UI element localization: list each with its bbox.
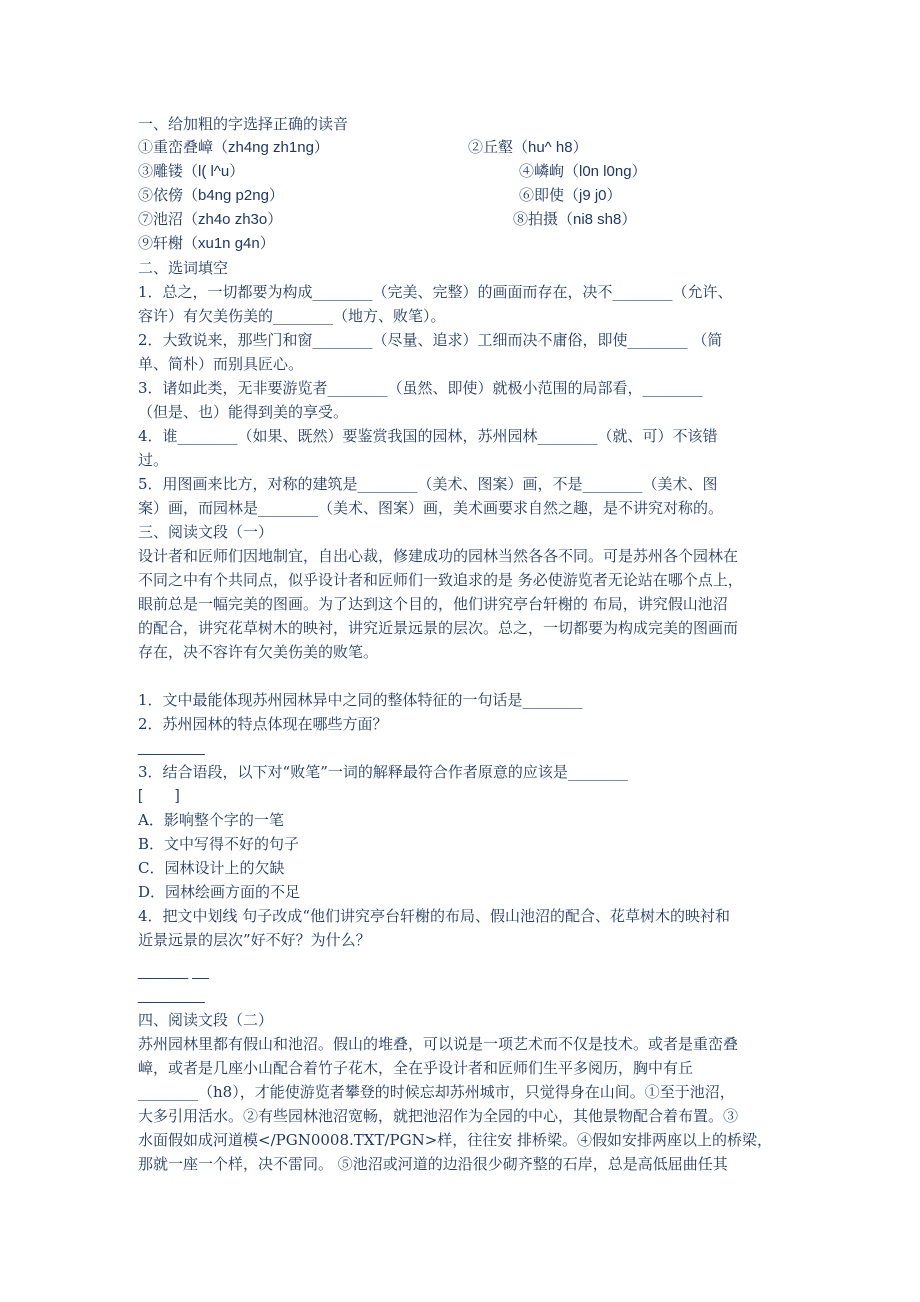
- passage-line: 水面假如成河道模</PGN0008.TXT/PGN>样，往往安 排桥梁。④假如安排两座以上的桥梁，: [138, 1131, 773, 1149]
- passage-line: 的配合，讲究花草树木的映衬，讲究近景远景的层次。总之，一切都要为构成完美的图画而: [138, 619, 739, 637]
- answer-blank: ________: [138, 739, 205, 756]
- pinyin-item: ③雕镂（l( l^u）: [138, 163, 245, 180]
- fill-blank-line: 单、简朴）而别具匠心。: [138, 355, 304, 373]
- answer-blank: ________: [138, 987, 205, 1004]
- fill-blank-line: （但是、也）能得到美的享受。: [138, 403, 349, 421]
- section-1-heading: 一、给加粗的字选择正确的读音: [138, 115, 349, 133]
- fill-blank-line: 1．总之，一切都要为构成________（完美、完整）的画面而存在，决不________（允许、: [138, 283, 733, 301]
- option-b: B．文中写得不好的句子: [138, 835, 300, 853]
- section-2-heading: 二、选词填空: [138, 259, 229, 277]
- section-3-heading: 三、阅读文段（一）: [138, 523, 274, 541]
- option-a: A．影响整个字的一笔: [138, 811, 284, 829]
- fill-blank-line: 案）画，而园林是________（美术、图案）画，美术画要求自然之趣，是不讲究对称的。: [138, 499, 724, 517]
- answer-blank: ______ __: [138, 963, 209, 980]
- fill-blank-line: 容许）有欠美伤美的________（地方、败笔）。: [138, 307, 446, 325]
- pinyin-item: ④嶙峋（l0n l0ng）: [519, 163, 647, 180]
- pinyin-item: ⑤依傍（b4ng p2ng）: [138, 187, 284, 204]
- fill-blank-line: 5．用图画来比方，对称的建筑是________（美术、图案）画，不是________（美术、图: [138, 475, 718, 493]
- pinyin-item: ⑨轩榭（xu1n g4n）: [138, 235, 275, 252]
- question-line: 近景远景的层次”好不好？为什么？: [138, 931, 371, 949]
- fill-blank-line: 3．诸如此类，无非要游览者________（虽然、即使）就极小范围的局部看，________: [138, 379, 703, 397]
- option-c: C．园林设计上的欠缺: [138, 859, 285, 877]
- fill-blank-line: 4．谁________（如果、既然）要鉴赏我国的园林，苏州园林________（就、可）不该错: [138, 427, 718, 445]
- fill-blank-line: 过。: [138, 451, 169, 469]
- passage-line: 大多引用活水。②有些园林池沼宽畅，就把池沼作为全园的中心，其他景物配合着布置。③: [138, 1107, 739, 1125]
- passage-line: 嶂，或者是几座小山配合着竹子花木，全在乎设计者和匠师们生平多阅历，胸中有丘: [138, 1059, 694, 1077]
- option-d: D．园林绘画方面的不足: [138, 883, 301, 901]
- pinyin-item: ⑥即使（j9 j0）: [519, 187, 622, 204]
- question-line: 1．文中最能体现苏州园林异中之同的整体特征的一句话是________: [138, 691, 583, 709]
- passage-line: 存在，决不容许有欠美伤美的败笔。: [138, 643, 379, 661]
- passage-line: 不同之中有个共同点，似乎设计者和匠师们一致追求的是 务必使游览者无论站在哪个点上，: [138, 571, 743, 589]
- passage-line: 苏州园林里都有假山和池沼。假山的堆叠，可以说是一项艺术而不仅是技术。或者是重峦叠: [138, 1035, 739, 1053]
- question-line: 2．苏州园林的特点体现在哪些方面？: [138, 715, 388, 733]
- passage-line: 设计者和匠师们因地制宜，自出心裁，修建成功的园林当然各各不同。可是苏州各个园林在: [138, 547, 739, 565]
- question-line: 3．结合语段，以下对“败笔”一词的解释最符合作者原意的应该是________: [138, 763, 628, 781]
- section-4-heading: 四、阅读文段（二）: [138, 1011, 274, 1029]
- passage-line: 那就一座一个样，决不雷同。 ⑤池沼或河道的边沿很少砌齐整的石岸，总是高低屈曲任其: [138, 1155, 728, 1173]
- pinyin-item: ②丘壑（hu^ h8）: [468, 139, 588, 156]
- pinyin-item: ⑦池沼（zh4o zh3o）: [138, 211, 283, 228]
- passage-line: 眼前总是一幅完美的图画。为了达到这个目的，他们讲究亭台轩榭的 布局，讲究假山池沼: [138, 595, 728, 613]
- fill-blank-line: 2．大致说来，那些门和窗________（尽量、追求）工细而决不庸俗，即使________ （简: [138, 331, 723, 349]
- question-line: 4．把文中划线 句子改成“他们讲究亭台轩榭的布局、假山池沼的配合、花草树木的映衬和: [138, 907, 730, 925]
- pinyin-item: ⑧拍摄（ni8 sh8）: [513, 211, 637, 228]
- answer-bracket: [ ]: [138, 787, 180, 804]
- pinyin-item: ①重峦叠嶂（zh4ng zh1ng）: [138, 139, 329, 156]
- passage-line: ________（h8），才能使游览者攀登的时候忘却苏州城市，只觉得身在山间。①至于池沼，: [138, 1083, 735, 1101]
